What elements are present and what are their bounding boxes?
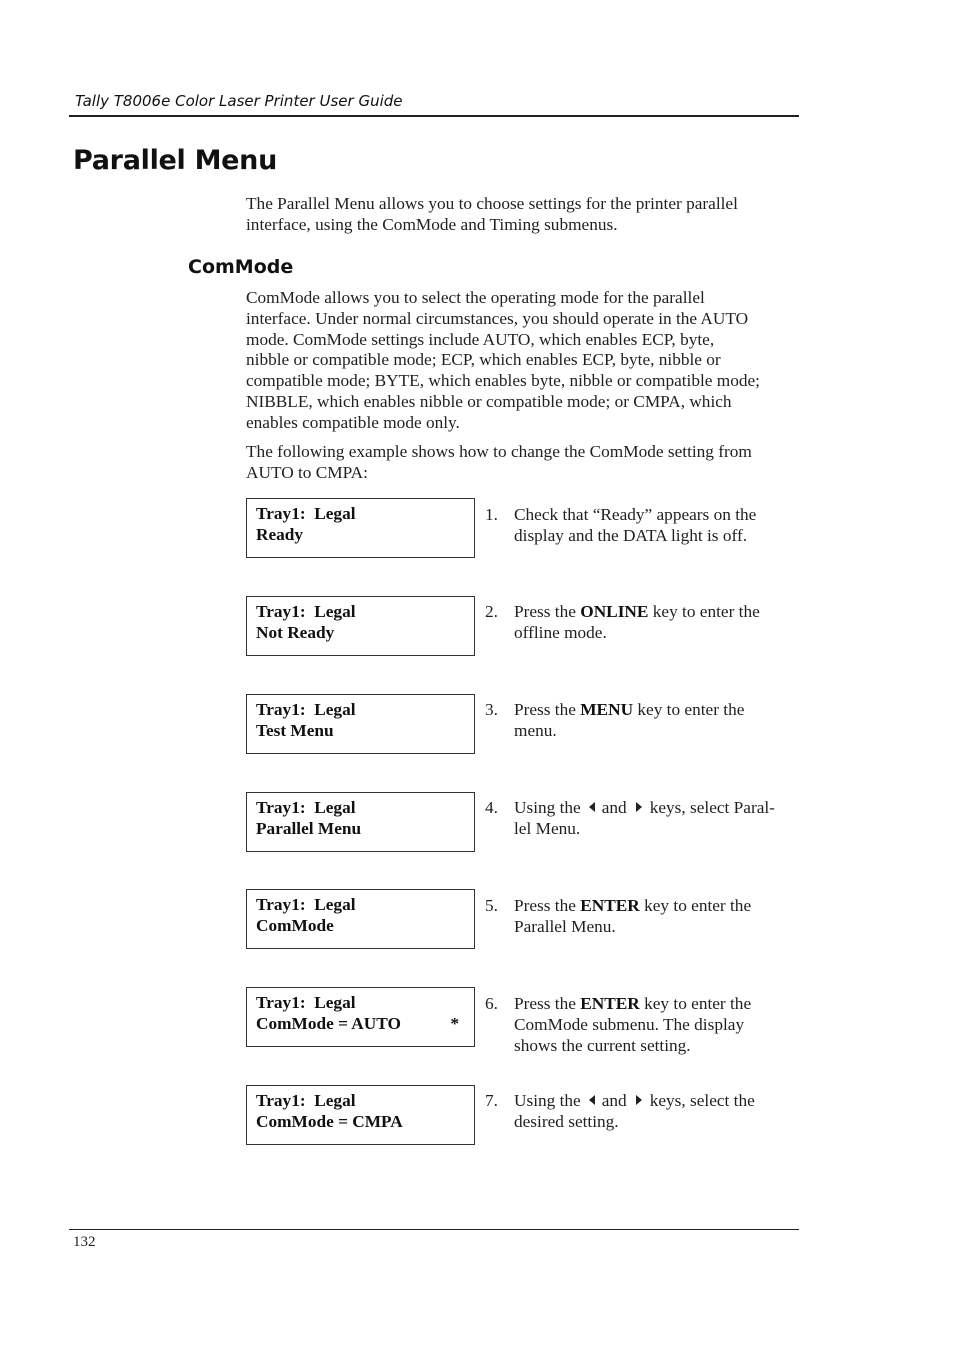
lcd-display-step-6 — [246, 987, 475, 1047]
body-line: ComMode allows you to select the operating mode for the parallel — [246, 288, 705, 307]
section-title: Parallel Menu — [73, 145, 278, 176]
step-2 — [485, 602, 800, 644]
step-number: 2. — [485, 602, 498, 621]
lcd-line-1: Tray1: Legal — [256, 1091, 356, 1110]
text-fragment: Press the — [514, 994, 581, 1013]
key-name-enter: ENTER — [580, 896, 640, 915]
lcd-line-2: Not Ready — [256, 622, 335, 642]
key-name-online: ONLINE — [580, 602, 649, 621]
lcd-display-step-1 — [246, 498, 475, 558]
step-number: 7. — [485, 1091, 498, 1110]
right-arrow-key-icon — [636, 1095, 642, 1105]
running-header: Tally T8006e Color Laser Printer User Guide — [75, 92, 403, 110]
text-fragment: keys, select Paral- — [649, 798, 775, 817]
text-fragment: key to enter the — [633, 700, 745, 719]
step-7 — [485, 1091, 800, 1133]
step-text-line: Parallel Menu. — [514, 916, 616, 936]
step-number: 1. — [485, 505, 498, 524]
right-arrow-key-icon — [636, 802, 642, 812]
lcd-display-step-2 — [246, 596, 475, 656]
step-text-line: shows the current setting. — [514, 1035, 691, 1055]
text-fragment: Press the — [514, 602, 581, 621]
lcd-line-2: ComMode — [256, 915, 334, 935]
left-arrow-key-icon — [589, 802, 595, 812]
text-fragment: Using the — [514, 798, 581, 817]
body-line: enables compatible mode only. — [246, 412, 460, 432]
step-6 — [485, 994, 800, 1056]
step-text-line: lel Menu. — [514, 818, 581, 838]
lcd-line-1: Tray1: Legal — [256, 504, 356, 523]
step-5 — [485, 896, 800, 938]
left-arrow-key-icon — [589, 1095, 595, 1105]
footer-rule — [69, 1229, 799, 1230]
body-line: compatible mode; BYTE, which enables byte, nibble or compatible mode; — [246, 371, 760, 391]
text-fragment: Press the — [514, 700, 581, 719]
text-fragment: and — [601, 1091, 627, 1110]
step-text-line: menu. — [514, 720, 557, 740]
body-line: nibble or compatible mode; ECP, which enables ECP, byte, nibble or — [246, 350, 721, 370]
step-number: 4. — [485, 798, 498, 817]
text-fragment: key to enter the — [639, 994, 752, 1013]
text-fragment: Press the — [514, 896, 581, 915]
body-line: AUTO to CMPA: — [246, 462, 368, 482]
lcd-line-1: Tray1: Legal — [256, 602, 356, 621]
step-text-line — [514, 994, 800, 1015]
step-1 — [485, 505, 800, 547]
subsection-title: ComMode — [188, 256, 294, 278]
step-text-line — [514, 1091, 800, 1112]
intro-line: The Parallel Menu allows you to choose settings for the printer parallel — [246, 194, 738, 213]
lcd-display-step-5 — [246, 889, 475, 949]
lcd-line-2: Test Menu — [256, 720, 334, 740]
text-fragment: key to enter the — [639, 896, 752, 915]
step-text-line: Check that “Ready” appears on the — [514, 505, 757, 524]
intro-line: interface, using the ComMode and Timing submenus. — [246, 214, 618, 234]
example-intro — [246, 442, 796, 484]
step-number: 3. — [485, 700, 498, 719]
lcd-line-2: Parallel Menu — [256, 818, 362, 838]
header-rule — [69, 115, 799, 117]
lcd-line-1: Tray1: Legal — [256, 993, 356, 1012]
key-name-menu: MENU — [580, 700, 634, 719]
step-text-line — [514, 798, 800, 819]
lcd-line-2: ComMode = CMPA — [256, 1111, 403, 1131]
commode-description — [246, 288, 796, 434]
step-text-line — [514, 602, 800, 623]
lcd-line-2: Ready — [256, 524, 304, 544]
step-3 — [485, 700, 800, 742]
lcd-line-1: Tray1: Legal — [256, 895, 356, 914]
step-text-line: ComMode submenu. The display — [514, 1014, 745, 1034]
key-name-enter: ENTER — [580, 994, 640, 1013]
step-text-line: display and the DATA light is off. — [514, 525, 748, 545]
lcd-display-step-3 — [246, 694, 475, 754]
text-fragment: keys, select the — [649, 1091, 755, 1110]
lcd-line-1: Tray1: Legal — [256, 700, 356, 719]
current-setting-marker: * — [450, 1013, 459, 1033]
intro-paragraph — [246, 194, 796, 236]
text-fragment: key to enter the — [648, 602, 760, 621]
page-number: 132 — [73, 1234, 96, 1250]
step-text-line: desired setting. — [514, 1111, 619, 1131]
step-text-line: offline mode. — [514, 622, 607, 642]
step-number: 5. — [485, 896, 498, 915]
step-number: 6. — [485, 994, 498, 1013]
lcd-line-1: Tray1: Legal — [256, 798, 356, 817]
body-line: mode. ComMode settings include AUTO, which enables ECP, byte, — [246, 329, 715, 349]
step-text-line — [514, 700, 800, 721]
text-fragment: and — [601, 798, 627, 817]
text-fragment: Using the — [514, 1091, 581, 1110]
lcd-line-2: ComMode = AUTO — [256, 1013, 401, 1033]
step-4 — [485, 798, 800, 840]
step-text-line — [514, 896, 800, 917]
body-line: NIBBLE, which enables nibble or compatible mode; or CMPA, which — [246, 391, 732, 411]
lcd-display-step-7 — [246, 1085, 475, 1145]
body-line: The following example shows how to change the ComMode setting from — [246, 442, 752, 461]
body-line: interface. Under normal circumstances, you should operate in the AUTO — [246, 308, 749, 328]
lcd-display-step-4 — [246, 792, 475, 852]
